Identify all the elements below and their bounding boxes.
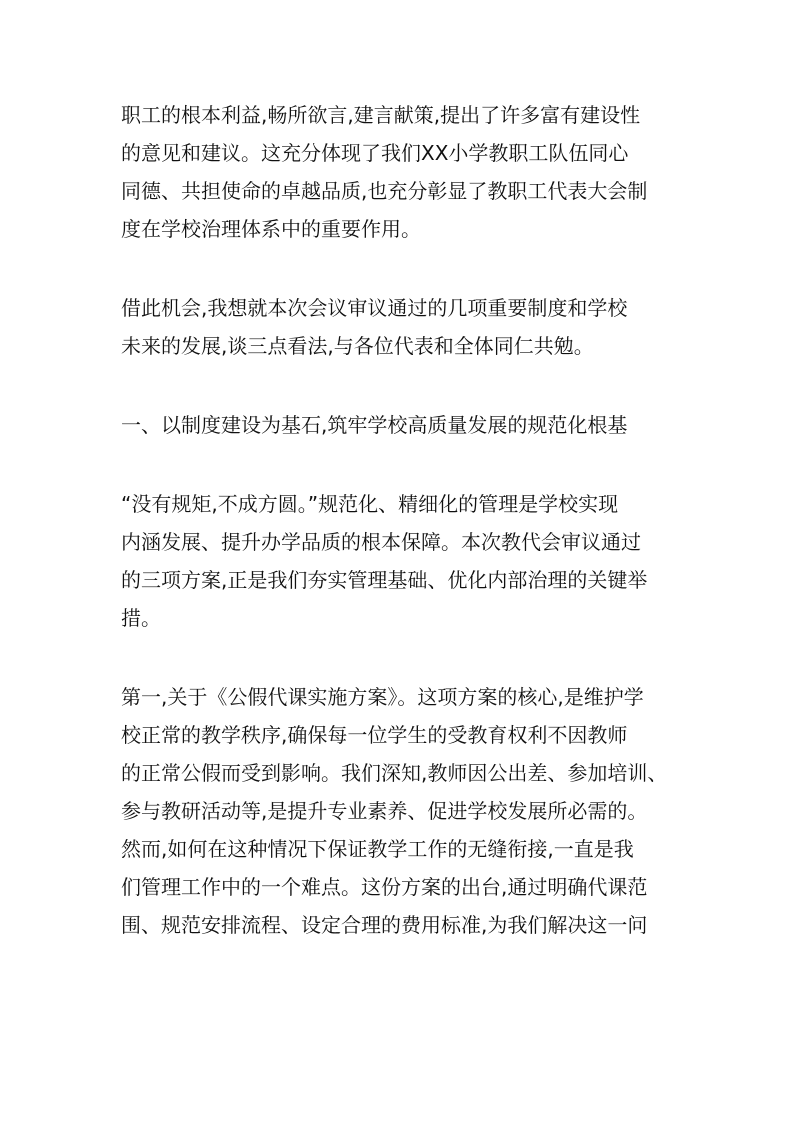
text-line: 措。	[121, 606, 161, 630]
text-line: 度在学校治理体系中的重要作用。	[121, 217, 421, 241]
paragraph-1	[121, 96, 677, 248]
text-line: 借此机会,我想就本次会议审议通过的几项重要制度和学校	[121, 296, 628, 320]
text-line: “没有规矩,不成方圆。”规范化、精细化的管理是学校实现	[121, 492, 619, 516]
text-line: 未来的发展,谈三点看法,与各位代表和全体同仁共勉。	[121, 334, 594, 358]
paragraph-gap	[121, 365, 677, 406]
text-line: 的意见和建议。这充分体现了我们XX小学教职工队伍同心	[121, 141, 629, 165]
text-line: 同德、共担使命的卓越品质,也充分彰显了教职工代表大会制	[121, 179, 648, 203]
text-line: 参与教研活动等,是提升专业素养、促进学校发展所必需的。	[121, 799, 648, 823]
text-line: 然而,如何在这种情况下保证教学工作的无缝衔接,一直是我	[121, 837, 634, 861]
text-line: 第一,关于《公假代课实施方案》。这项方案的核心,是维护学	[121, 685, 644, 709]
paragraph-2	[121, 289, 677, 365]
section-heading	[121, 406, 677, 444]
heading-line: 一、以制度建设为基石,筑牢学校高质量发展的规范化根基	[121, 413, 628, 437]
text-line: 校正常的教学秩序,确保每一位学生的受教育权利不因教师	[121, 723, 628, 747]
text-line: 内涵发展、提升办学品质的根本保障。本次教代会审议通过	[121, 530, 641, 554]
document-body	[121, 96, 677, 944]
text-line: 围、规范安排流程、设定合理的费用标准,为我们解决这一问	[121, 913, 648, 937]
paragraph-gap	[121, 637, 677, 678]
paragraph-gap	[121, 248, 677, 289]
paragraph-3	[121, 485, 677, 637]
text-line: 的正常公假而受到影响。我们深知,教师因公出差、参加培训、	[121, 761, 668, 785]
paragraph-4	[121, 678, 677, 944]
text-line: 的三项方案,正是我们夯实管理基础、优化内部治理的关键举	[121, 568, 648, 592]
paragraph-gap	[121, 444, 677, 485]
text-line: 们管理工作中的一个难点。这份方案的出台,通过明确代课范	[121, 875, 648, 899]
text-line: 职工的根本利益,畅所欲言,建言献策,提出了许多富有建设性	[121, 103, 641, 127]
